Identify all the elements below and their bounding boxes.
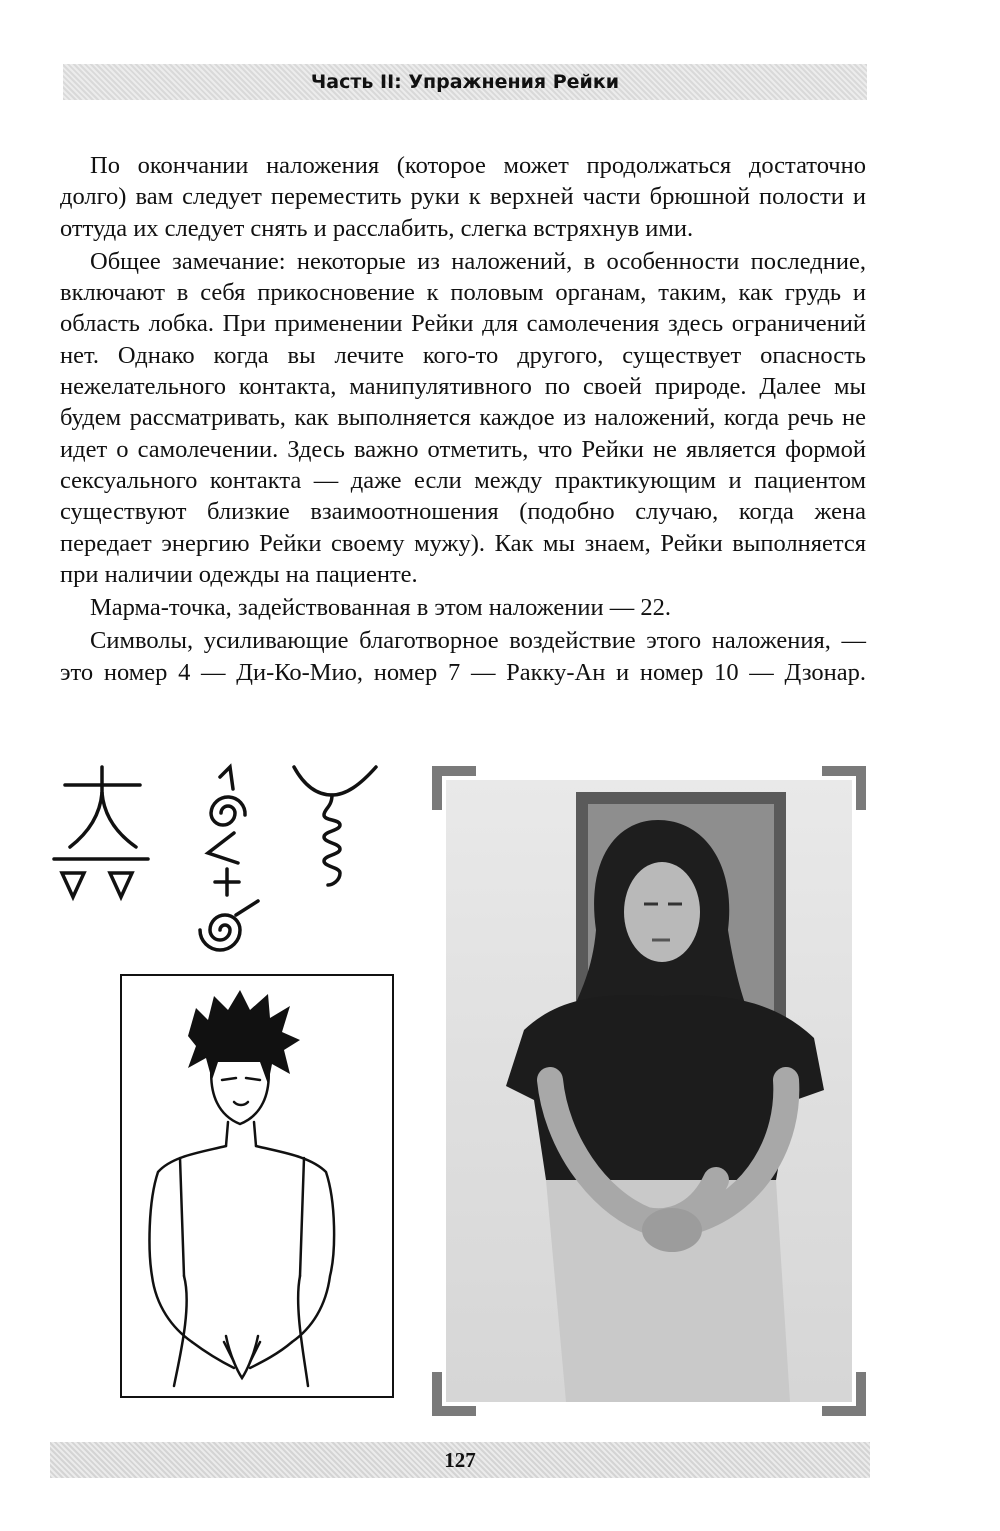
paragraph-2: Общее замечание: некоторые из наложений, в особенности последние, включают в себя прикосновение к половым органам, таким, как грудь и область лобка. При применении Рейки для самолечения здесь ограничений нет. Однако когда вы лечите кого-то другого, существует опасность нежелательного контакта, манипулятивного по своей природе. Далее мы будем рассматривать, как выполняется каждое из наложений, когда речь не идет о самолечении. Здесь важно отметить, что Рейки не является формой сексуального контакта — даже если между практикующим и пациентом существуют близкие взаимоотношения (подобно случаю, когда жена передает энергию Рейки своему мужу). Как мы знаем, Рейки выполняется при наличии одежды на пациенте. — [60, 247, 866, 588]
practitioner-photo — [432, 766, 866, 1416]
reiki-symbols — [40, 755, 400, 965]
page-number: 127 — [444, 1447, 476, 1472]
paragraph-1: По окончании наложения (которое может продолжаться достаточно долго) вам следует переместить руки к верхней части брюшной полости и оттуда их следует снять и расслабить, слегка встряхнув ими. — [60, 152, 866, 242]
header-title: Часть II: Упражнения Рейки — [310, 71, 620, 93]
symbol-rakku-an-icon — [200, 767, 258, 950]
running-footer — [50, 1442, 870, 1478]
body-text — [60, 150, 866, 690]
paragraph-3: Марма-точка, задействованная в этом наложении — 22. — [90, 594, 671, 622]
woman-sketch-icon — [122, 976, 392, 1396]
woman-photo-icon — [446, 780, 852, 1402]
running-header — [63, 64, 867, 100]
hand-position-drawing — [120, 974, 394, 1398]
symbol-dai-ko-myo-icon — [54, 767, 148, 897]
symbol-dzonar-icon — [294, 767, 376, 885]
paragraph-4: Символы, усиливающие благотворное воздействие этого наложения, — это номер 4 — Ди-Ко-Мио, номер 7 — Ракку-Ан и номер 10 — Дзонар. — [60, 627, 866, 686]
photo-image — [446, 780, 852, 1402]
